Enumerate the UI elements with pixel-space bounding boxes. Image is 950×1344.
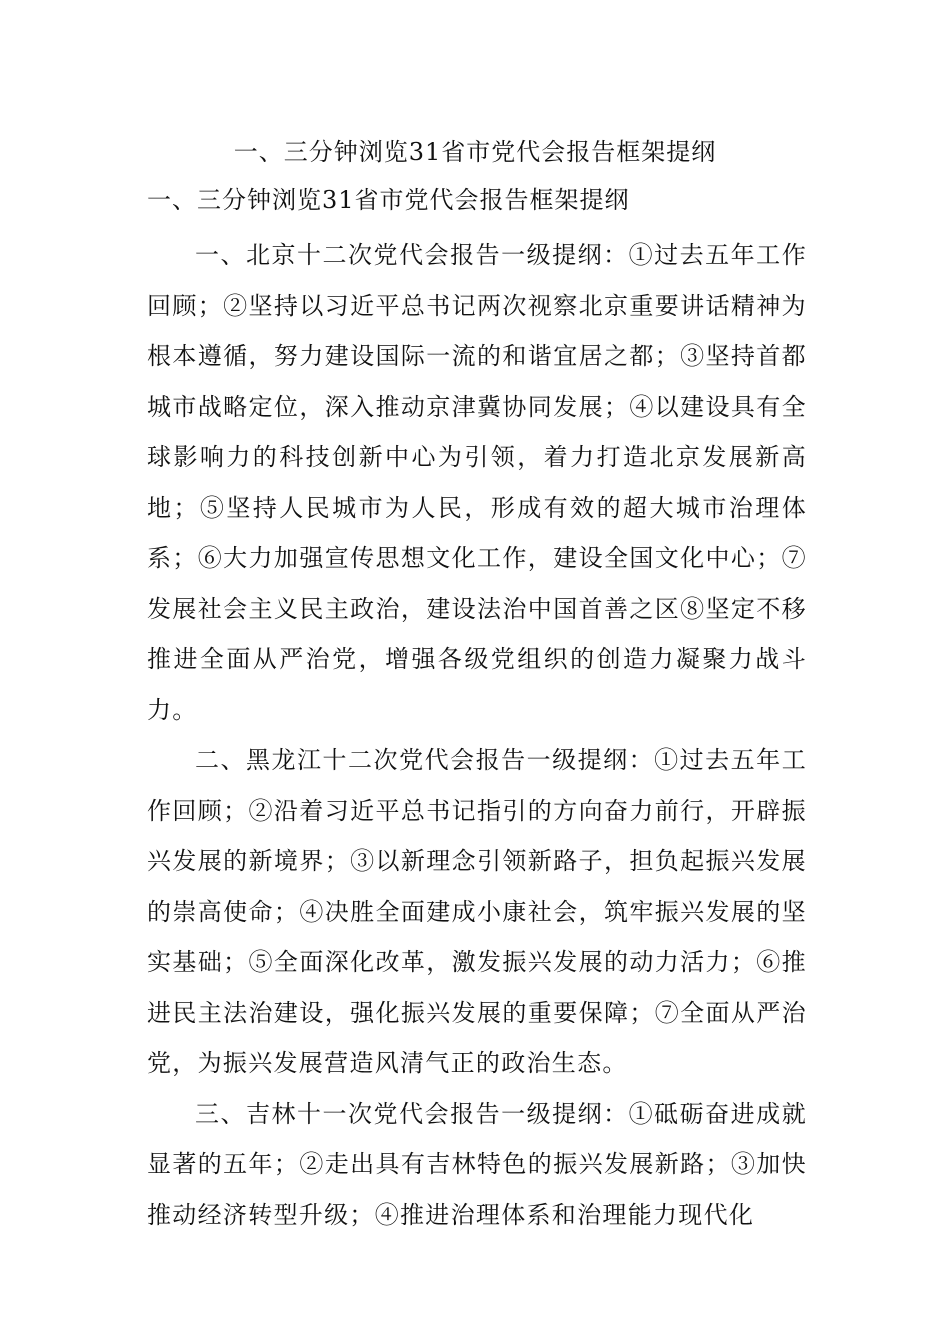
paragraph-jilin: 三、吉林十一次党代会报告一级提纲：①砥砺奋进成就显著的五年；②走出具有吉林特色的振兴发展新路；③加快推动经济转型升级；④推进治理体系和治理能力现代化 (147, 1099, 807, 1229)
document-subtitle: 一、三分钟浏览31省市党代会报告框架提纲 (147, 186, 630, 214)
document-body (147, 178, 807, 1240)
paragraph-beijing: 一、北京十二次党代会报告一级提纲：①过去五年工作回顾；②坚持以习近平总书记两次视察北京重要讲话精神为根本遵循，努力建设国际一流的和谐宜居之都；③坚持首都城市战略定位，深入推动京津冀协同发展；④以建设具有全球影响力的科技创新中心为引领，着力打造北京发展新高地；⑤坚持人民城市为人民，形成有效的超大城市治理体系；⑥大力加强宣传思想文化工作，建设全国文化中心；⑦发展社会主义民主政治，建设法治中国首善之区⑧坚定不移推进全面从严治党，增强各级党组织的创造力凝聚力战斗力。 (147, 241, 807, 724)
document-title: 一、三分钟浏览31省市党代会报告框架提纲 (233, 138, 717, 166)
paragraph-heilongjiang: 二、黑龙江十二次党代会报告一级提纲：①过去五年工作回顾；②沿着习近平总书记指引的方向奋力前行，开辟振兴发展的新境界；③以新理念引领新路子，担负起振兴发展的崇高使命；④决胜全面建成小康社会，筑牢振兴发展的坚实基础；⑤全面深化改革，激发振兴发展的动力活力；⑥推进民主法治建设，强化振兴发展的重要保障；⑦全面从严治党，为振兴发展营造风清气正的政治生态。 (147, 746, 807, 1077)
